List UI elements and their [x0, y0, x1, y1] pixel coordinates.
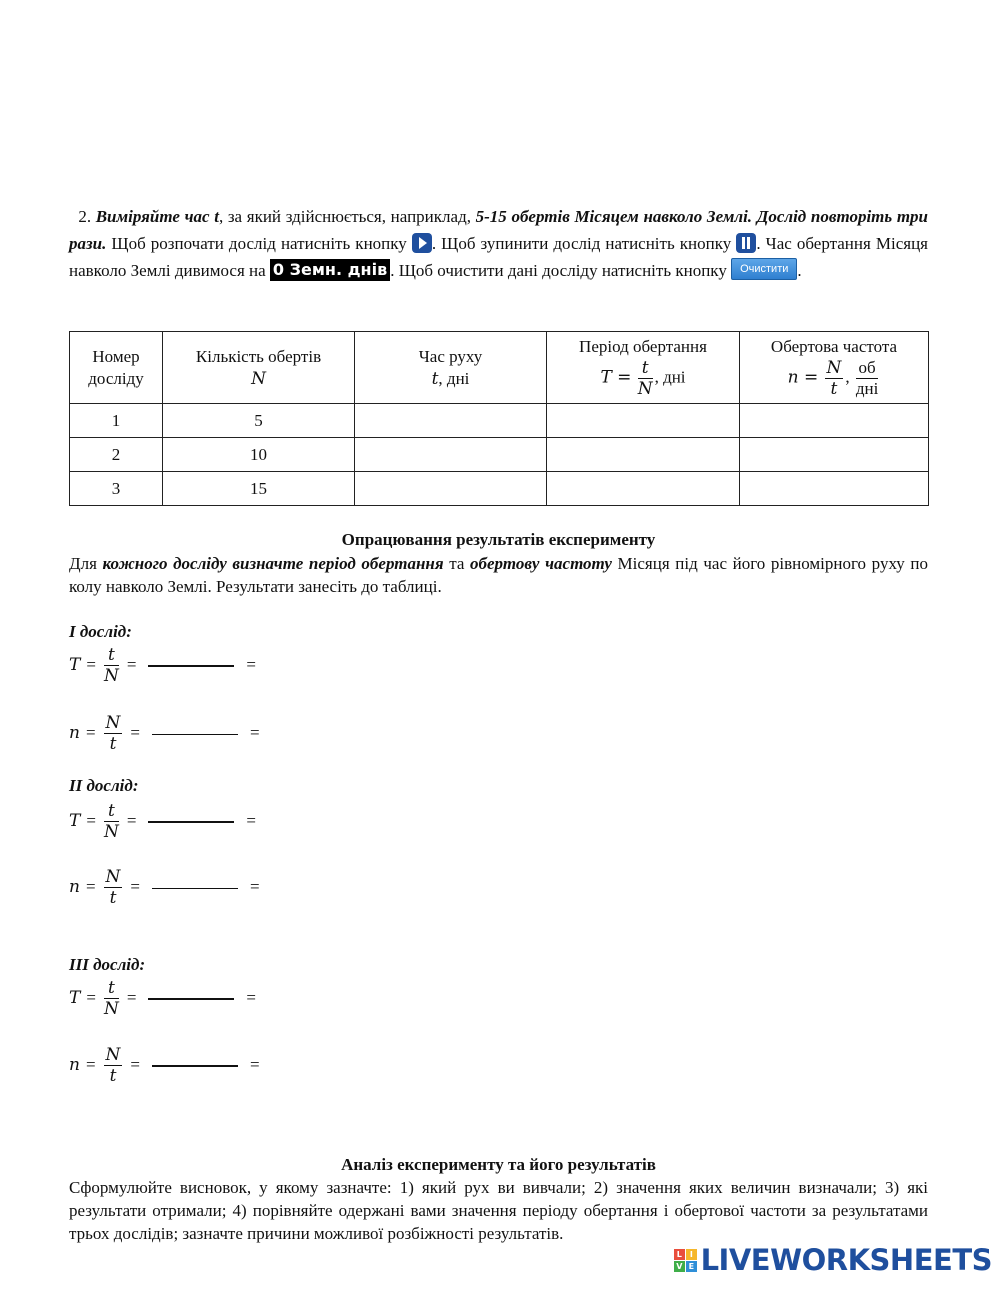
- answer-blank[interactable]: [152, 734, 238, 735]
- instruction-text: , за який здійснюється, наприклад,: [218, 207, 471, 226]
- instruction-text: Щоб розпочати дослід натисніть кнопку: [111, 234, 407, 253]
- experiment-2-frequency-formula: n = $\frac{N}{t}$ = =: [69, 866, 260, 908]
- answer-blank[interactable]: [148, 998, 234, 1000]
- cell-experiment-number: 3: [70, 472, 163, 506]
- instruction-bold: Дослід повторіть три рази.: [69, 207, 928, 253]
- answer-blank[interactable]: [148, 665, 234, 667]
- experiment-1-title: I дослід:: [69, 622, 132, 641]
- liveworksheets-logo: [674, 1243, 992, 1277]
- cell-period-input[interactable]: [547, 438, 740, 472]
- cell-time-input[interactable]: [355, 472, 547, 506]
- table-row: [70, 404, 929, 438]
- logo-blocks-icon: L I V E: [674, 1249, 697, 1272]
- cell-time-input[interactable]: [355, 438, 547, 472]
- brand-name: LIVEWORKSHEETS: [700, 1243, 992, 1277]
- pause-icon[interactable]: [736, 233, 756, 253]
- experiment-3-frequency-formula: n = $\frac{N}{t}$ = =: [69, 1044, 260, 1086]
- instruction-bold: Виміряйте час: [95, 207, 210, 226]
- processing-instructions: Для кожного досліду визначте період обертання та обертову частоту Місяця під час його рівномірного руху по колу навколо Землі. Результати занесіть до таблиці.: [69, 554, 929, 596]
- task-instructions: 2. Виміряйте час t, за який здійснюється, наприклад, 5-15 обертів Місяцем навколо Землі. Дослід повторіть три рази. Щоб розпочати дослід натисніть кнопку . Щоб зупинити дослід натисніть кнопку . Час обертання Місяця навколо Землі дивимося на 0 Земн. днів . Щоб очистити дані досліду натисніть кнопку Очистити .: [69, 207, 929, 280]
- cell-turns: 15: [163, 472, 355, 506]
- clear-button[interactable]: Очистити: [731, 258, 797, 280]
- header-turns-count: Кількість обертів N: [163, 332, 355, 404]
- header-period: Період обертання T = $\frac{t}{N}$ , дні: [547, 332, 740, 404]
- table-row: [70, 472, 929, 506]
- cell-frequency-input[interactable]: [740, 438, 929, 472]
- answer-blank[interactable]: [152, 1065, 238, 1067]
- play-icon[interactable]: [412, 233, 432, 253]
- cell-turns: 5: [163, 404, 355, 438]
- analysis-instructions: Сформулюйте висновок, у якому зазначте: 1) який рух ви вивчали; 2) значення яких величин визначали; 3) які результати отримали; 4) порівняйте одержані вами значення періоду обертання і обертової частоти за результатами трьох дослідів; зазначте причини можливої розбіжності результатів.: [69, 1178, 928, 1243]
- results-table: [69, 331, 929, 506]
- analysis-heading: Аналіз експерименту та його результатів: [341, 1155, 656, 1174]
- experiment-3-title: III дослід:: [69, 955, 146, 974]
- experiment-3-period-formula: T = $\frac{t}{N}$ = =: [69, 977, 256, 1019]
- instruction-bold: 5-15 обертів Місяцем навколо Землі.: [475, 207, 753, 226]
- table-header-row: [70, 332, 929, 404]
- earth-days-counter: 0 Земн. днів: [270, 259, 390, 281]
- instruction-text: . Щоб очистити дані досліду натисніть кнопку: [390, 261, 727, 280]
- cell-period-input[interactable]: [547, 404, 740, 438]
- header-experiment-number: Номер досліду: [70, 332, 163, 404]
- experiment-1-frequency-formula: n = $\frac{N}{t}$ = =: [69, 712, 260, 754]
- cell-period-input[interactable]: [547, 472, 740, 506]
- experiment-1-period-formula: T = $\frac{t}{N}$ = =: [69, 644, 256, 686]
- answer-blank[interactable]: [148, 821, 234, 823]
- task-number: 2.: [78, 207, 92, 226]
- table-row: [70, 438, 929, 472]
- time-variable: t: [214, 207, 219, 226]
- answer-blank[interactable]: [152, 888, 238, 889]
- instruction-text: . Час обертання Місяця навколо Землі дивимося на: [69, 234, 929, 280]
- header-time: Час руху t, дні: [355, 332, 547, 404]
- cell-experiment-number: 1: [70, 404, 163, 438]
- cell-frequency-input[interactable]: [740, 472, 929, 506]
- header-frequency: Обертова частота n = $\frac{N}{t}$ , $\frac{об}{\text{дні}}$: [740, 332, 929, 404]
- experiment-2-title: II дослід:: [69, 776, 139, 795]
- experiment-2-period-formula: T = $\frac{t}{N}$ = =: [69, 800, 256, 842]
- processing-heading: Опрацювання результатів експерименту: [341, 530, 656, 549]
- cell-time-input[interactable]: [355, 404, 547, 438]
- cell-turns: 10: [163, 438, 355, 472]
- cell-experiment-number: 2: [70, 438, 163, 472]
- instruction-text: . Щоб зупинити дослід натисніть кнопку: [431, 234, 732, 253]
- cell-frequency-input[interactable]: [740, 404, 929, 438]
